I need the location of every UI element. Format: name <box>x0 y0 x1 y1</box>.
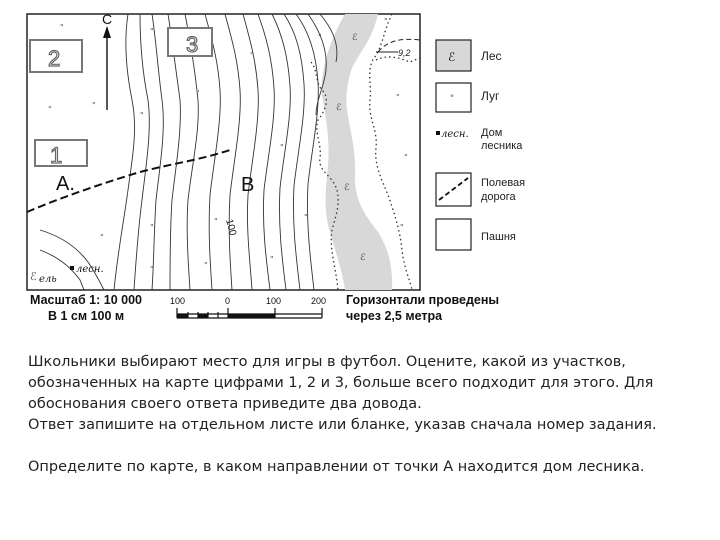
legend-house-line2: лесника <box>481 140 523 152</box>
plot-2 <box>30 40 82 72</box>
legend-forest-label: Лес <box>481 49 502 63</box>
svg-text:": " <box>280 143 284 152</box>
task2-question: Определите по карте, в каком направлении от точки А находится дом лесника. <box>28 459 645 475</box>
task1-line2: обозначенных на карте цифрами 1, 2 и 3, больше всего подходит для этого. Для <box>28 375 654 391</box>
point-a-label: А. <box>56 173 75 195</box>
svg-text:": " <box>250 51 254 60</box>
plot-3 <box>168 28 212 57</box>
contour-label: 100 <box>223 217 239 237</box>
legend-house-symbol: лесн. <box>441 129 469 140</box>
scale-tick-200: 200 <box>311 296 327 306</box>
spruce-label: ель <box>39 274 57 285</box>
svg-text:ℰ: ℰ <box>344 183 350 193</box>
legend-road-line2: дорога <box>481 191 516 203</box>
svg-text:": " <box>404 153 408 162</box>
forester-house-label: лесн. <box>76 264 104 275</box>
scale-tick-0: 0 <box>225 296 231 306</box>
svg-text:": " <box>400 223 404 232</box>
svg-text:": " <box>100 233 104 242</box>
legend-road-line1: Полевая <box>481 177 526 189</box>
legend-field-label: Пашня <box>481 231 516 243</box>
spruce-tree-symbol: ℰ <box>30 270 37 283</box>
svg-text:": " <box>150 223 154 232</box>
forester-house-marker <box>70 266 74 270</box>
scale-block <box>30 293 499 323</box>
svg-text:": " <box>196 89 200 98</box>
svg-text:": " <box>318 33 322 42</box>
svg-text:": " <box>60 23 64 32</box>
scale-tick-100-left: 100 <box>170 296 186 306</box>
legend-house-line1: Дом <box>481 127 503 139</box>
svg-text:": " <box>150 265 154 274</box>
scale-title: Масштаб 1: 10 000 <box>30 293 142 307</box>
plot-1-label: 1 <box>50 143 63 168</box>
svg-text:": " <box>150 27 154 36</box>
road-elevation-label: 9,2 <box>398 48 411 58</box>
scale-bar-fill-3 <box>228 314 275 318</box>
plot-1 <box>35 140 87 168</box>
svg-text:ℰ: ℰ <box>352 33 358 43</box>
scale-tick-100: 100 <box>266 296 282 306</box>
svg-text:": " <box>48 105 52 114</box>
legend-house-marker <box>436 131 440 135</box>
legend-meadow-symbol: " <box>450 94 455 104</box>
legend-field-swatch <box>436 219 471 250</box>
svg-text:ℰ: ℰ <box>360 253 366 263</box>
scale-per-cm: В 1 см 100 м <box>48 309 125 323</box>
contour-interval-line2: через 2,5 метра <box>346 309 443 323</box>
svg-text:": " <box>214 217 218 226</box>
point-b-label: В <box>241 174 255 196</box>
north-label: С <box>102 11 113 27</box>
legend-forest-symbol: ℰ <box>448 50 456 64</box>
contour-interval-line1: Горизонтали проведены <box>346 293 500 307</box>
svg-text:": " <box>270 255 274 264</box>
legend-meadow-label: Луг <box>481 89 500 103</box>
task1-line4: Ответ запишите на отдельном листе или бланке, указав сначала номер задания. <box>28 417 657 433</box>
svg-text:": " <box>396 93 400 102</box>
svg-text:ℰ: ℰ <box>336 103 342 113</box>
task1-line1: Школьники выбирают место для игры в футбол. Оцените, какой из участков, <box>28 354 626 370</box>
plot-3-label: 3 <box>186 32 199 57</box>
legend <box>436 40 525 250</box>
plot-2-label: 2 <box>48 46 61 71</box>
task1-line3: обоснования своего ответа приведите два довода. <box>28 396 422 412</box>
svg-text:": " <box>140 111 144 120</box>
svg-text:": " <box>384 17 388 26</box>
svg-text:": " <box>204 261 208 270</box>
scale-bar-fill-1 <box>177 314 188 318</box>
scale-bar-fill-2 <box>198 314 208 318</box>
svg-text:": " <box>92 101 96 110</box>
svg-text:": " <box>304 213 308 222</box>
